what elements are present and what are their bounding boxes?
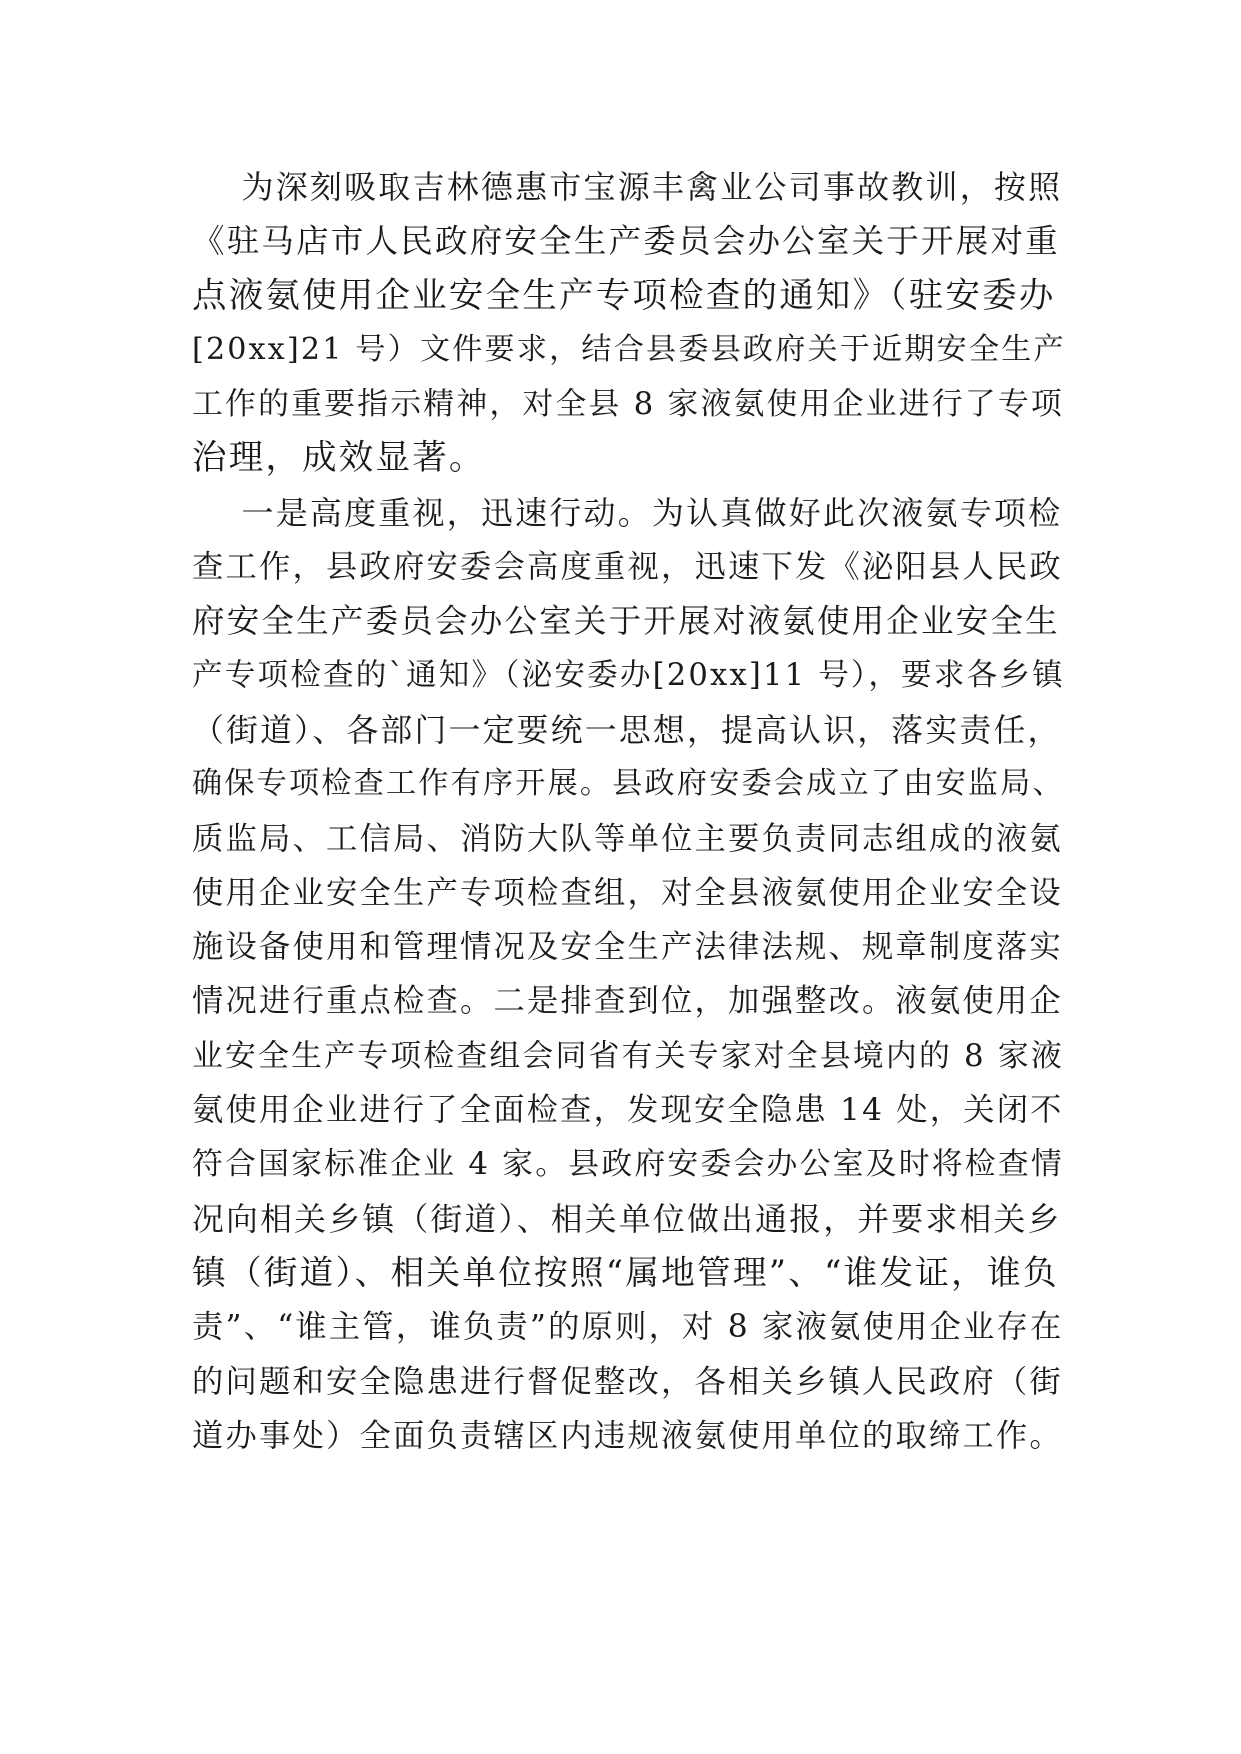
text-line: 质监局、工信局、消防大队等单位主要负责同志组成的液氨 xyxy=(192,820,1063,857)
text-line: 业安全生产专项检查组会同省有关专家对全县境内的 8 家液 xyxy=(192,1037,1064,1074)
text-line: [20xx]21 号）文件要求，结合县委县政府关于近期安全生产 xyxy=(192,331,1066,367)
text-line: 道办事处）全面负责辖区内违规液氨使用单位的取缔工作。 xyxy=(192,1417,1063,1454)
text-line: 镇（街道）、相关单位按照“属地管理”、“谁发证，谁负 xyxy=(192,1252,1059,1292)
text-line: 点液氨使用企业安全生产专项检查的通知》（驻安委办 xyxy=(192,275,1056,316)
text-line: 使用企业安全生产专项检查组，对全县液氨使用企业安全设 xyxy=(192,874,1063,911)
text-line: 况向相关乡镇（街道）、相关单位做出通报，并要求相关乡 xyxy=(192,1199,1062,1238)
text-line: 府安全生产委员会办公室关于开展对液氨使用企业安全生 xyxy=(192,602,1060,641)
text-line: 治理，成效显著。 xyxy=(192,438,486,479)
text-line: 责”、“谁主管，谁负责”的原则，对 8 家液氨使用企业存在 xyxy=(192,1309,1064,1346)
text-line: 为深刻吸取吉林德惠市宝源丰禽业公司事故教训，按照 xyxy=(192,168,1063,206)
text-line: 符合国家标准企业 4 家。县政府安委会办公室及时将检查情 xyxy=(192,1146,1064,1183)
text-line: 施设备使用和管理情况及安全生产法律法规、规章制度落实 xyxy=(192,929,1063,966)
text-line: 产专项检查的`通知》（泌安委办[20xx]11 号），要求各乡镇 xyxy=(192,657,1065,693)
text-line: 情况进行重点检查。二是排查到位，加强整改。液氨使用企 xyxy=(192,983,1063,1020)
text-line: （街道）、各部门一定要统一思想，提高认识，落实责任， xyxy=(192,710,1062,749)
text-line: 《驻马店市人民政府安全生产委员会办公室关于开展对重 xyxy=(192,222,1060,261)
text-line: 的问题和安全隐患进行督促整改，各相关乡镇人民政府（街 xyxy=(192,1363,1063,1400)
text-line: 确保专项检查工作有序开展。县政府安委会成立了由安监局、 xyxy=(192,766,1065,802)
text-line: 一是高度重视，迅速行动。为认真做好此次液氨专项检 xyxy=(192,493,1063,532)
text-line: 氨使用企业进行了全面检查，发现安全隐患 14 处，关闭不 xyxy=(192,1092,1064,1129)
text-line: 查工作，县政府安委会高度重视，迅速下发《泌阳县人民政 xyxy=(192,549,1063,586)
text-line: 工作的重要指示精神，对全县 8 家液氨使用企业进行了专项 xyxy=(192,386,1064,423)
body-text xyxy=(192,160,1066,1463)
